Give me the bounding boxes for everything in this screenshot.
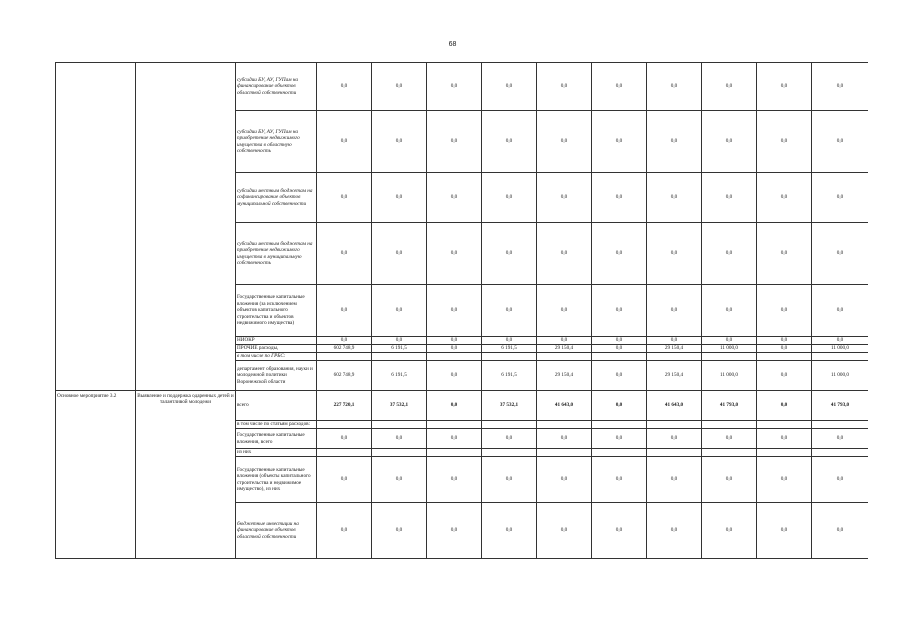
- value-cell: 0,0: [702, 63, 757, 111]
- value-cell: 0,0: [757, 223, 812, 285]
- value-cell: 0,0: [537, 285, 592, 337]
- row-label: НИОКР: [236, 337, 317, 345]
- value-cell: 0,0: [537, 429, 592, 449]
- value-cell: [757, 449, 812, 457]
- value-cell: 0,0: [317, 173, 372, 223]
- value-cell: 0,0: [537, 223, 592, 285]
- value-cell: 41 643,0: [647, 391, 702, 421]
- value-cell: 0,0: [812, 429, 869, 449]
- value-cell: 0,0: [317, 429, 372, 449]
- value-cell: 11 000,0: [812, 345, 869, 353]
- row-label: всего: [236, 391, 317, 421]
- value-cell: 0,0: [372, 111, 427, 173]
- table-row: [56, 63, 869, 111]
- value-cell: [592, 353, 647, 361]
- value-cell: 0,0: [372, 285, 427, 337]
- value-cell: [372, 449, 427, 457]
- row-label: Государственные капитальные вложения (за исключением объектов капитального строительства и объектов недвижимого имущества): [236, 285, 317, 337]
- value-cell: 11 000,0: [812, 361, 869, 391]
- value-cell: 0,0: [427, 63, 482, 111]
- row-label: бюджетные инвестиции на финансирование объектов областной собственности: [236, 503, 317, 559]
- value-cell: 41 643,0: [537, 391, 592, 421]
- value-cell: 0,0: [317, 111, 372, 173]
- value-cell: 11 000,0: [702, 345, 757, 353]
- value-cell: 0,0: [647, 457, 702, 503]
- value-cell: 0,0: [482, 111, 537, 173]
- value-cell: 0,0: [372, 503, 427, 559]
- value-cell: 0,0: [427, 345, 482, 353]
- row-label: из них: [236, 449, 317, 457]
- value-cell: 0,0: [592, 173, 647, 223]
- value-cell: 0,0: [482, 337, 537, 345]
- value-cell: 0,0: [757, 345, 812, 353]
- value-cell: [702, 449, 757, 457]
- value-cell: 29 150,4: [647, 361, 702, 391]
- row-label: субсидии БУ, АУ, ГУПам на приобретение недвижимого имущества в областную собственность: [236, 111, 317, 173]
- value-cell: [482, 449, 537, 457]
- value-cell: 0,0: [372, 173, 427, 223]
- value-cell: 0,0: [427, 223, 482, 285]
- value-cell: 29 150,4: [537, 345, 592, 353]
- value-cell: 0,0: [537, 503, 592, 559]
- value-cell: [757, 421, 812, 429]
- value-cell: [537, 449, 592, 457]
- value-cell: 41 793,0: [702, 391, 757, 421]
- value-cell: [702, 353, 757, 361]
- value-cell: [812, 449, 869, 457]
- value-cell: [317, 449, 372, 457]
- value-cell: 0,0: [647, 63, 702, 111]
- value-cell: 0,0: [482, 223, 537, 285]
- value-cell: 6 191,5: [372, 345, 427, 353]
- value-cell: 11 000,0: [702, 361, 757, 391]
- row-label: департамент образования, науки и молодежной политики Воронежской области: [236, 361, 317, 391]
- value-cell: 0,0: [427, 503, 482, 559]
- value-cell: 0,0: [537, 63, 592, 111]
- value-cell: [372, 353, 427, 361]
- value-cell: 0,0: [537, 337, 592, 345]
- value-cell: 0,0: [757, 503, 812, 559]
- row-label: субсидии БУ, АУ, ГУПам на финансирование объектов областной собственности: [236, 63, 317, 111]
- row-label: субсидии местным бюджетам на софинансирование объектов муниципальной собственности: [236, 173, 317, 223]
- value-cell: 0,0: [372, 337, 427, 345]
- row-label: в том числе по статьям расходов:: [236, 421, 317, 429]
- value-cell: [592, 421, 647, 429]
- value-cell: 0,0: [592, 337, 647, 345]
- value-cell: 0,0: [812, 111, 869, 173]
- value-cell: 0,0: [757, 173, 812, 223]
- value-cell: 0,0: [812, 337, 869, 345]
- row-label: в том числе по ГРБС:: [236, 353, 317, 361]
- value-cell: 0,0: [317, 503, 372, 559]
- value-cell: 0,0: [702, 503, 757, 559]
- value-cell: 0,0: [647, 429, 702, 449]
- value-cell: 0,0: [592, 345, 647, 353]
- value-cell: 6 191,5: [372, 361, 427, 391]
- value-cell: 0,0: [757, 285, 812, 337]
- value-cell: 0,0: [647, 503, 702, 559]
- value-cell: [427, 449, 482, 457]
- value-cell: 0,0: [372, 429, 427, 449]
- value-cell: 0,0: [702, 285, 757, 337]
- event-title-cell-empty: [136, 63, 236, 391]
- value-cell: 29 150,4: [647, 345, 702, 353]
- value-cell: [482, 353, 537, 361]
- value-cell: 0,0: [812, 285, 869, 337]
- value-cell: 0,0: [592, 223, 647, 285]
- value-cell: 0,0: [317, 285, 372, 337]
- event-code: Основное мероприятие 3.2: [56, 391, 136, 559]
- value-cell: 0,0: [317, 63, 372, 111]
- value-cell: [427, 353, 482, 361]
- value-cell: 227 720,1: [317, 391, 372, 421]
- value-cell: 0,0: [757, 361, 812, 391]
- value-cell: 0,0: [592, 391, 647, 421]
- value-cell: 0,0: [427, 337, 482, 345]
- value-cell: 29 150,4: [537, 361, 592, 391]
- value-cell: 0,0: [372, 63, 427, 111]
- value-cell: 0,0: [647, 111, 702, 173]
- value-cell: 0,0: [482, 63, 537, 111]
- value-cell: [757, 353, 812, 361]
- value-cell: 0,0: [647, 173, 702, 223]
- value-cell: 0,0: [482, 457, 537, 503]
- value-cell: 0,0: [537, 457, 592, 503]
- value-cell: 0,0: [427, 361, 482, 391]
- page-number: 68: [448, 41, 457, 48]
- value-cell: 0,0: [482, 173, 537, 223]
- value-cell: 0,0: [372, 457, 427, 503]
- value-cell: 0,0: [317, 337, 372, 345]
- value-cell: [317, 353, 372, 361]
- value-cell: 0,0: [427, 457, 482, 503]
- value-cell: 0,0: [702, 337, 757, 345]
- event-title: Выявление и поддержка одаренных детей и талантливой молодежи: [136, 391, 236, 559]
- value-cell: 0,0: [317, 223, 372, 285]
- table-row: [56, 391, 869, 421]
- value-cell: 0,0: [537, 111, 592, 173]
- value-cell: 0,0: [812, 503, 869, 559]
- value-cell: [537, 353, 592, 361]
- value-cell: 0,0: [427, 391, 482, 421]
- value-cell: 6 191,5: [482, 361, 537, 391]
- value-cell: 0,0: [592, 361, 647, 391]
- value-cell: 602 748,9: [317, 345, 372, 353]
- value-cell: [537, 421, 592, 429]
- value-cell: 0,0: [757, 457, 812, 503]
- value-cell: 0,0: [757, 111, 812, 173]
- value-cell: 0,0: [482, 429, 537, 449]
- value-cell: 0,0: [592, 63, 647, 111]
- budget-table-frame: [55, 62, 868, 598]
- value-cell: 0,0: [812, 457, 869, 503]
- budget-table-body: [56, 63, 869, 559]
- value-cell: 0,0: [647, 337, 702, 345]
- value-cell: 0,0: [812, 173, 869, 223]
- value-cell: 37 532,1: [482, 391, 537, 421]
- value-cell: 0,0: [372, 223, 427, 285]
- value-cell: [647, 421, 702, 429]
- value-cell: 0,0: [427, 285, 482, 337]
- value-cell: 0,0: [427, 173, 482, 223]
- value-cell: 0,0: [592, 457, 647, 503]
- value-cell: [812, 353, 869, 361]
- value-cell: 41 793,0: [812, 391, 869, 421]
- value-cell: 0,0: [702, 111, 757, 173]
- value-cell: [647, 353, 702, 361]
- value-cell: [647, 449, 702, 457]
- value-cell: 0,0: [592, 285, 647, 337]
- value-cell: 0,0: [427, 111, 482, 173]
- value-cell: 0,0: [482, 285, 537, 337]
- value-cell: 0,0: [757, 391, 812, 421]
- value-cell: 0,0: [482, 503, 537, 559]
- value-cell: 0,0: [592, 429, 647, 449]
- row-label: субсидии местным бюджетам на приобретение недвижимого имущества в муниципальную собственность: [236, 223, 317, 285]
- value-cell: 0,0: [537, 173, 592, 223]
- value-cell: 0,0: [647, 223, 702, 285]
- value-cell: 0,0: [812, 63, 869, 111]
- event-code-cell-empty: [56, 63, 136, 391]
- value-cell: 0,0: [702, 457, 757, 503]
- value-cell: 6 191,5: [482, 345, 537, 353]
- value-cell: 0,0: [702, 223, 757, 285]
- value-cell: 0,0: [702, 429, 757, 449]
- value-cell: 0,0: [812, 223, 869, 285]
- value-cell: [702, 421, 757, 429]
- value-cell: [372, 421, 427, 429]
- value-cell: 0,0: [647, 285, 702, 337]
- row-label: Государственные капитальные вложения (объекты капитального строительства и недвижимое имущество), из них: [236, 457, 317, 503]
- value-cell: 0,0: [427, 429, 482, 449]
- value-cell: 0,0: [702, 173, 757, 223]
- value-cell: [427, 421, 482, 429]
- value-cell: 602 748,9: [317, 361, 372, 391]
- value-cell: 0,0: [757, 429, 812, 449]
- value-cell: 37 532,1: [372, 391, 427, 421]
- value-cell: [812, 421, 869, 429]
- value-cell: 0,0: [757, 337, 812, 345]
- value-cell: 0,0: [757, 63, 812, 111]
- budget-table: [55, 62, 868, 559]
- row-label: Государственные капитальные вложения, всего: [236, 429, 317, 449]
- value-cell: 0,0: [592, 503, 647, 559]
- value-cell: [592, 449, 647, 457]
- value-cell: 0,0: [317, 457, 372, 503]
- value-cell: [482, 421, 537, 429]
- value-cell: 0,0: [592, 111, 647, 173]
- value-cell: [317, 421, 372, 429]
- row-label: ПРОЧИЕ расходы,: [236, 345, 317, 353]
